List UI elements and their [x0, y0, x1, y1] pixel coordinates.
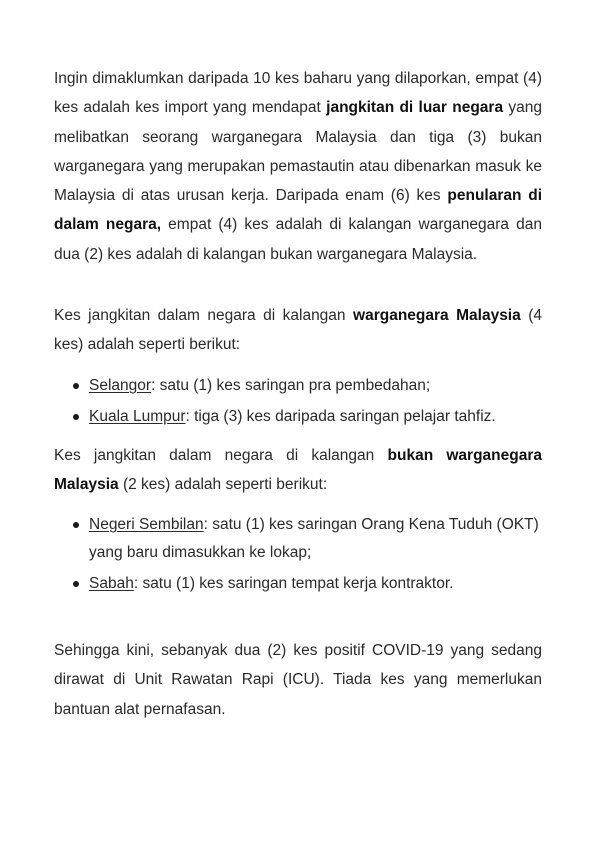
bullet-icon — [73, 414, 79, 420]
paragraph-noncitizen-cases-intro — [54, 441, 542, 500]
text-segment: Kes jangkitan dalam negara di kalangan — [54, 307, 354, 324]
paragraph-icu-status — [54, 636, 542, 724]
text-segment: Ingin dimaklumkan daripada 10 kes baharu yang dilaporkan, empat (4) kes adalah kes import yang mendapat — [54, 70, 542, 117]
list-item — [54, 511, 542, 567]
location-label: Kuala Lumpur — [89, 408, 186, 425]
bold-text-local-transmission: penularan di dalam negara, — [54, 187, 542, 234]
location-label: Selangor — [89, 377, 152, 394]
paragraph-citizen-cases-intro — [54, 301, 542, 360]
list-item-text: : satu (1) kes saringan Orang Kena Tuduh (OKT) yang baru dimasukkan ke lokap; — [89, 516, 539, 561]
citizen-cases-list — [54, 372, 542, 431]
text-segment: Kes jangkitan dalam negara di kalangan — [54, 447, 388, 464]
list-item-text: : satu (1) kes saringan tempat kerja kontraktor. — [133, 575, 454, 592]
location-label: Negeri Sembilan — [89, 516, 204, 533]
text-segment: empat (4) kes adalah di kalangan warganegara dan dua (2) kes adalah di kalangan bukan warganegara Malaysia. — [54, 216, 542, 263]
text-segment: Sehingga kini, sebanyak dua (2) kes positif COVID-19 yang sedang dirawat di Unit Rawatan Rapi (ICU). Tiada kes yang memerlukan bantuan alat pernafasan. — [54, 642, 542, 718]
location-label: Sabah — [89, 575, 134, 592]
text-segment: (4 kes) adalah seperti berikut: — [54, 307, 542, 354]
list-item — [54, 372, 542, 400]
text-segment: (2 kes) adalah seperti berikut: — [118, 476, 328, 494]
list-item — [54, 570, 542, 598]
paragraph-new-cases — [54, 64, 542, 269]
list-item — [54, 403, 542, 431]
text-segment: yang melibatkan seorang warganegara Malaysia dan tiga (3) bukan warganegara yang merupakan pemastautin atau dibenarkan masuk ke Malaysia di atas urusan kerja. Daripada enam (6) kes — [54, 99, 542, 205]
bold-text-overseas-infection: jangkitan di luar negara — [326, 99, 504, 117]
bullet-icon — [73, 581, 79, 587]
bullet-icon — [73, 522, 79, 528]
list-item-text: : satu (1) kes saringan pra pembedahan; — [151, 377, 431, 394]
bullet-icon — [73, 383, 79, 389]
bold-text-malaysian-citizens: warganegara Malaysia — [353, 307, 521, 324]
bold-text-non-citizens: bukan warganegara Malaysia — [54, 447, 543, 494]
noncitizen-cases-list — [54, 511, 542, 598]
list-item-text: : tiga (3) kes daripada saringan pelajar tahfiz. — [185, 408, 496, 425]
